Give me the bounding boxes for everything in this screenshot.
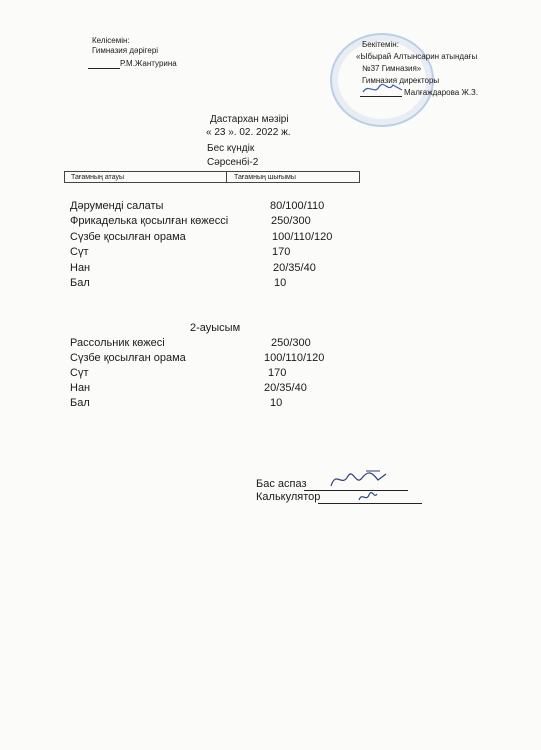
shift2-title: 2-ауысым — [190, 322, 241, 334]
shift2-item-yield: 10 — [270, 397, 283, 409]
approval-right-org-line2: №37 Гимназия» — [362, 64, 422, 73]
shift1-item-yield: 20/35/40 — [273, 262, 316, 274]
menu-day: Сәрсенбі-2 — [207, 157, 259, 168]
header-divider — [226, 172, 227, 182]
shift1-item-name: Фрикаделька қосылған көжессі — [70, 215, 229, 227]
shift2-item-name: Нан — [70, 382, 91, 394]
approval-right-signature-line — [360, 96, 402, 97]
shift1-item-name: Нан — [70, 262, 91, 274]
approval-right-name: Малғаждарова Ж.З. — [404, 88, 479, 97]
shift1-item-yield: 100/110/120 — [272, 231, 333, 243]
shift2-item-name: Сүзбе қосылған орама — [70, 352, 186, 364]
approval-right-position: Гимназия директоры — [362, 76, 440, 85]
calculator-label: Калькулятор — [256, 491, 321, 503]
menu-date: « 23 ». 02. 2022 ж. — [206, 127, 291, 138]
shift2-item-yield: 170 — [268, 367, 287, 379]
shift1-item-name: Сүзбе қосылған орама — [70, 231, 186, 243]
shift1-item-yield: 10 — [274, 277, 287, 289]
approval-right-org-line1: «Ыбырай Алтынсарин атындағы — [356, 52, 478, 61]
approval-left-signature-line — [88, 68, 120, 69]
shift1-item-yield: 250/300 — [271, 215, 311, 227]
menu-period: Бес күндік — [207, 143, 255, 154]
cook-signature-icon — [326, 468, 394, 492]
calculator-signature-icon — [356, 490, 380, 504]
menu-table-header — [64, 171, 360, 183]
header-dish-name: Тағамның атауы — [71, 174, 125, 181]
approval-left-name: Р.М.Жантурина — [120, 59, 177, 68]
shift2-item-name: Рассольник көжесі — [70, 337, 165, 349]
shift1-item-name: Дәруменді салаты — [70, 200, 164, 212]
approval-right-title: Бекітемін: — [362, 40, 399, 49]
cook-label: Бас аспаз — [256, 478, 307, 490]
shift1-item-name: Сүт — [70, 246, 89, 258]
approval-left-title: Келісемін: — [92, 36, 130, 45]
menu-title: Дастархан мәзірі — [210, 114, 289, 125]
shift2-item-yield: 100/110/120 — [264, 352, 325, 364]
shift2-item-yield: 250/300 — [271, 337, 311, 349]
shift2-item-name: Сүт — [70, 367, 89, 379]
shift2-item-yield: 20/35/40 — [264, 382, 307, 394]
header-dish-yield: Тағамның шығымы — [234, 174, 296, 181]
shift2-item-name: Бал — [70, 397, 90, 409]
shift1-item-name: Бал — [70, 277, 90, 289]
shift1-item-yield: 80/100/110 — [270, 200, 325, 212]
shift1-item-yield: 170 — [272, 246, 291, 258]
approval-left-position: Гимназия дәрігері — [92, 46, 159, 55]
